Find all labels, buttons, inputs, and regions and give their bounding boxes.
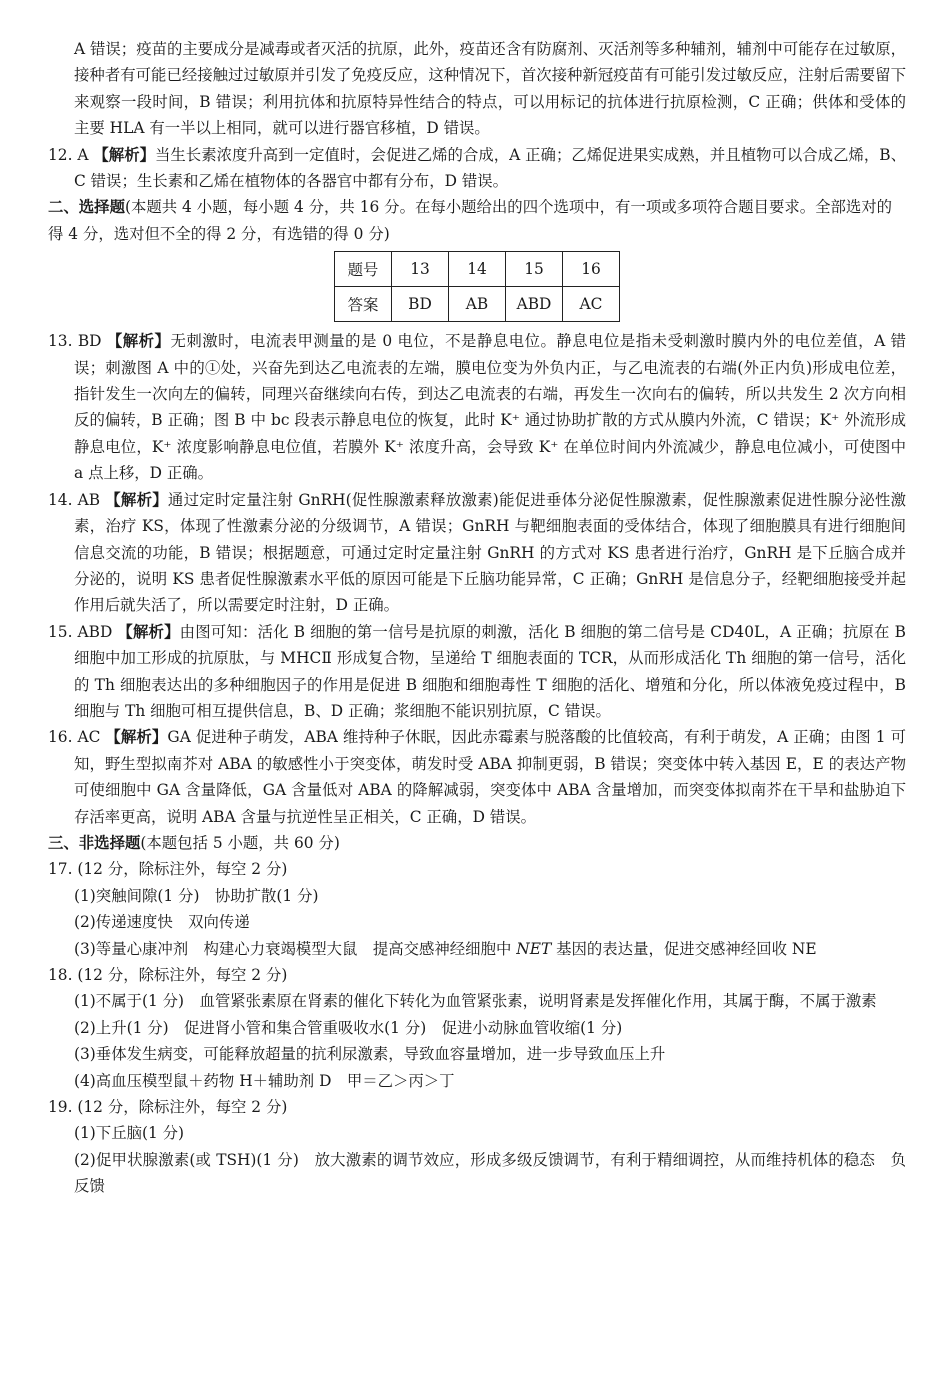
section-3-instructions: (本题包括 5 小题，共 60 分) [140, 833, 340, 852]
q14-analysis-tag: 【解析】 [105, 490, 168, 509]
q15-text: 由图可知：活化 B 细胞的第一信号是抗原的刺激，活化 B 细胞的第二信号是 CD40L，A 正确；抗原在 B 细胞中加工形成的抗原肽，与 MHCⅡ 形成复合物，呈递给 T 细胞表面的 TCR，从而形成活化 Th 细胞的第一信号，活化的 Th 细胞表达出的多种细胞因子的作用是促进 B 细胞和细胞毒性 T 细胞的活化、增殖和分化，所以体液免疫过程中，B 细胞与 Th 细胞可相互提供信息，B、D 正确；浆细胞不能识别抗原，C 错误。 [74, 622, 906, 720]
q14-answer [48, 487, 906, 619]
q13-analysis-tag: 【解析】 [106, 332, 171, 351]
answer-table [334, 251, 620, 322]
table-cell: 13 [392, 252, 449, 287]
q16-answer [48, 724, 906, 830]
q12-answer [48, 142, 906, 195]
q19-heading: 19. (12 分，除标注外，每空 2 分) [48, 1098, 288, 1117]
q14-text: 通过定时定量注射 GnRH(促性腺激素释放激素)能促进垂体分泌促性腺激素，促性腺激素促进性腺分泌性激素，治疗 KS，体现了性激素分泌的分级调节，A 错误；GnRH 与靶细胞表面的受体结合，体现了细胞膜具有进行细胞间信息交流的功能，B 错误；根据题意，可通过定时定量注射 GnRH 的方式对 KS 患者进行治疗，GnRH 是下丘脑合成并分泌的，说明 KS 患者促性腺激素水平低的原因可能是下丘脑功能异常，C 正确；GnRH 是信息分子，经靶细胞接受并起作用后就失活了，所以需要定时注射，D 正确。 [74, 490, 906, 615]
q18-heading: 18. (12 分，除标注外，每空 2 分) [48, 966, 288, 984]
table-header-answer: 答案 [335, 287, 392, 322]
q18-part-4: (4)高血压模型鼠＋药物 H＋辅助剂 D 甲＝乙＞丙＞丁 [74, 1071, 455, 1090]
answer-table-number-row [335, 252, 620, 287]
table-header-number: 题号 [335, 252, 392, 287]
q17-part-2: (2)传递速度快 双向传递 [74, 913, 250, 932]
q15-analysis-tag: 【解析】 [117, 622, 180, 641]
q19-part-2: (2)促甲状腺激素(或 TSH)(1 分) 放大激素的调节效应，形成多级反馈调节，有利于精细调控，从而维持机体的稳态 负反馈 [74, 1150, 906, 1196]
q15-number: 15. ABD [48, 622, 113, 641]
section-2-title: 二、选择题 [48, 198, 125, 217]
table-cell: 15 [506, 252, 563, 287]
table-cell: ABD [506, 287, 563, 322]
q17-part-3-b: 基因的表达量，促进交感神经回收 NE [551, 939, 817, 958]
q16-text: GA 促进种子萌发，ABA 维持种子休眠，因此赤霉素与脱落酸的比值较高，有利于萌发，A 正确；由图 1 可知，野生型拟南芥对 ABA 的敏感性小于突变体，萌发时受 ABA 抑制更弱，B 错误；突变体中转入基因 E，E 的表达产物可使细胞中 GA 含量降低，GA 含量低对 ABA 的降解减弱，突变体中 ABA 含量增加，而突变体拟南芥在干旱和盐胁迫下存活率更高，说明 ABA 含量与抗逆性呈正相关，C 正确，D 错误。 [74, 728, 906, 826]
q12-text: 当生长素浓度升高到一定值时，会促进乙烯的合成，A 正确；乙烯促进果实成熟，并且植物可以合成乙烯，B、C 错误；生长素和乙烯在植物体的各器官中都有分布，D 错误。 [74, 145, 906, 191]
section-3-heading [48, 830, 906, 856]
q12-number: 12. A [48, 145, 89, 164]
q15-answer [48, 619, 906, 725]
answer-table-answer-row [335, 287, 620, 322]
table-cell: 16 [563, 252, 620, 287]
table-cell: AC [563, 287, 620, 322]
q17-part-3 [48, 936, 906, 962]
section-2-heading [48, 194, 906, 247]
q13-number: 13. BD [48, 332, 102, 351]
answer-key-page [0, 36, 950, 1379]
q13-answer [48, 328, 906, 486]
q17-heading: 17. (12 分，除标注外，每空 2 分) [48, 860, 288, 879]
q17-part-1: (1)突触间隙(1 分) 协助扩散(1 分) [74, 886, 319, 905]
q18-part-2: (2)上升(1 分) 促进肾小管和集合管重吸收水(1 分) 促进小动脉血管收缩(1 分) [74, 1018, 623, 1037]
q12-analysis-tag: 【解析】 [93, 145, 155, 164]
q19-part-1: (1)下丘脑(1 分) [74, 1124, 185, 1143]
q16-analysis-tag: 【解析】 [105, 728, 168, 747]
section-2-instructions: (本题共 4 小题，每小题 4 分，共 16 分。在每小题给出的四个选项中，有一项或多项符合题目要求。全部选对的得 4 分，选对但不全的得 2 分，有选错的得 0 分) [48, 198, 893, 243]
q16-number: 16. AC [48, 728, 101, 747]
section-3-title: 三、非选择题 [48, 833, 141, 852]
q17-gene-name: NET [516, 939, 552, 958]
table-cell: AB [449, 287, 506, 322]
q18-part-1: (1)不属于(1 分) 血管紧张素原在肾素的催化下转化为血管紧张素，说明肾素是发挥催化作用，其属于酶，不属于激素 [74, 992, 877, 1011]
q18-part-3: (3)垂体发生病变，可能释放超量的抗利尿激素，导致血容量增加，进一步导致血压上升 [74, 1045, 666, 1064]
q13-text: 无刺激时，电流表甲测量的是 0 电位，不是静息电位。静息电位是指未受刺激时膜内外的电位差值，A 错误；刺激图 A 中的①处，兴奋先到达乙电流表的左端，膜电位变为外负内正，与乙电流表的右端(外正内负)形成电位差，指针发生一次向左的偏转，同理兴奋继续向右传，到达乙电流表的右端，再发生一次向右的偏转，所以共发生 2 次方向相反的偏转，B 正确；图 B 中 bc 段表示静息电位的恢复，此时 K⁺ 通过协助扩散的方式从膜内外流，C 错误；K⁺ 外流形成静息电位，K⁺ 浓度影响静息电位值，若膜外 K⁺ 浓度升高，会导致 K⁺ 在单位时间内外流减少，静息电位减小，可使图中 a 点上移，D 正确。 [74, 332, 906, 483]
table-cell: 14 [449, 252, 506, 287]
q11-continuation [48, 36, 906, 142]
q11-text: A 错误；疫苗的主要成分是减毒或者灭活的抗原，此外，疫苗还含有防腐剂、灭活剂等多种辅剂，辅剂中可能存在过敏原，接种者有可能已经接触过过敏原并引发了免疫反应，这种情况下，首次接种新冠疫苗有可能引发过敏反应，注射后需要留下来观察一段时间，B 错误；利用抗体和抗原特异性结合的特点，可以用标记的抗体进行抗原检测，C 正确；供体和受体的主要 HLA 有一半以上相同，就可以进行器官移植，D 错误。 [74, 40, 906, 138]
table-cell: BD [392, 287, 449, 322]
q17-part-3-a: (3)等量心康冲剂 构建心力衰竭模型大鼠 提高交感神经细胞中 [74, 939, 517, 958]
q14-number: 14. AB [48, 490, 101, 509]
